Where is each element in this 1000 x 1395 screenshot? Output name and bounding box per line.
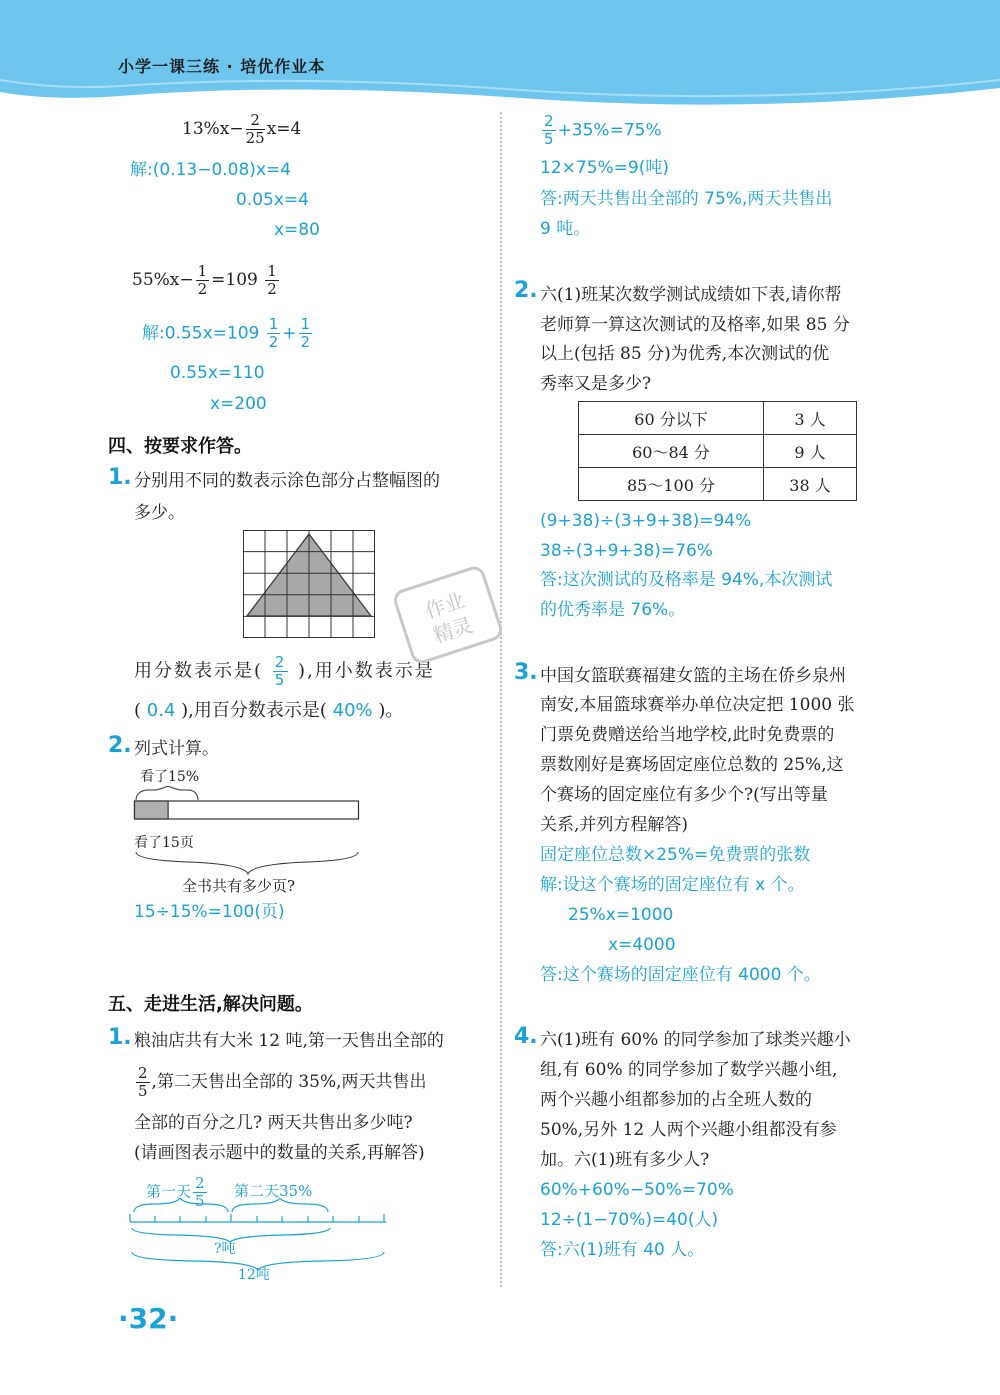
question-text: 六(1)班有 60% 的同学参加了球类兴趣小 — [540, 1030, 851, 1050]
diagram-label-total: 12吨 — [238, 1267, 270, 1283]
read-portion-bar — [135, 801, 169, 819]
question-text: 以上(包括 85 分)为优秀,本次测试的优 — [540, 344, 830, 364]
question-text: 票数刚好是赛场固定座位总数的 25%,这 — [540, 755, 844, 775]
solution-1-line-3: x=80 — [274, 220, 320, 240]
question-text: 关系,并列方程解答) — [540, 815, 689, 835]
solution-2-line-3: x=200 — [210, 394, 267, 414]
question-text: 秀率又是多少? — [540, 374, 652, 394]
answer-line-2: 12×75%=9(吨) — [540, 158, 669, 178]
equation-1: 13%x− $\frac{2}{25}$ x=4 — [182, 111, 302, 147]
answer-line-4: 9 吨。 — [540, 219, 591, 239]
question-text: 50%,另外 12 人两个兴趣小组都没有参 — [540, 1120, 837, 1140]
question-number: 1. — [108, 465, 132, 490]
fill-blank-line-2: ( 0.4 ),用百分数表示是( 40% )。 — [134, 700, 404, 721]
question-number: 3. — [514, 660, 538, 685]
question-text: 门票免费赠送给当地学校,此时免费票的 — [540, 725, 835, 745]
question-text: 个赛场的固定座位有多少个?(写出等量 — [540, 785, 828, 805]
table-cell: 9 人 — [764, 435, 857, 468]
answer-line-3: 答:两天共售出全部的 75%,两天共售出 — [540, 189, 833, 209]
question-text: 中国女篮联赛福建女篮的主场在侨乡泉州 — [540, 666, 846, 686]
diagram-label-day1: 第一天 $\frac{2}{5}$ — [146, 1174, 205, 1210]
table-row — [579, 468, 857, 501]
question-number: 4. — [514, 1024, 538, 1049]
answer: 15÷15%=100(页) — [134, 902, 285, 922]
question-text: 多少。 — [134, 503, 185, 523]
bar-label-bottom: 看了15页 — [134, 835, 194, 851]
watermark-stamp-line-2: 精灵 — [430, 612, 476, 648]
equation-2: 55%x− $\frac{1}{2}$ =109 $\frac{1}{2}$ — [132, 262, 277, 298]
question-text: 分别用不同的数表示涂色部分占整幅图的 — [134, 471, 440, 491]
question-text: 加。六(1)班有多少人? — [540, 1150, 710, 1170]
answer-line: 12÷(1−70%)=40(人) — [540, 1210, 719, 1230]
answer-line: 解:设这个赛场的固定座位有 x 个。 — [540, 875, 805, 895]
solution-1-line-1: 解:(0.13−0.08)x=4 — [130, 160, 292, 180]
table-cell: 38 人 — [764, 468, 857, 501]
question-text: 粮油店共有大米 12 吨,第一天售出全部的 — [134, 1031, 444, 1051]
solution-2-line-1: 解:0.55x=109 $\frac{1}{2}$ + $\frac{1}{2}$ — [142, 315, 311, 351]
table-row — [579, 435, 857, 468]
table-row — [579, 402, 857, 435]
bar-label-top: 看了15% — [140, 769, 200, 785]
answer-line: 答:六(1)班有 40 人。 — [540, 1240, 705, 1260]
table-cell: 3 人 — [764, 402, 857, 435]
fill-blank-line-1: 用分数表示是( $\frac{2}{5}$ ),用小数表示是 — [134, 653, 435, 689]
page-number: ·32· — [118, 1302, 179, 1335]
table-cell: 85～100 分 — [579, 468, 764, 501]
answer-line: 25%x=1000 — [568, 905, 674, 925]
answer-line: 固定座位总数×25%=免费票的张数 — [540, 845, 811, 865]
question-text: (请画图表示题中的数量的关系,再解答) — [134, 1143, 425, 1163]
question-text: 南安,本届篮球赛举办单位决定把 1000 张 — [540, 695, 855, 715]
answer-line: 38÷(3+9+38)=76% — [540, 541, 713, 561]
header-title: 小学一课三练 · 培优作业本 — [118, 57, 326, 76]
answer-line: 答:这个赛场的固定座位有 4000 个。 — [540, 965, 821, 985]
bar-label-total: 全书共有多少页? — [182, 877, 296, 895]
question-number: 2. — [108, 733, 132, 758]
question-text: 全部的百分之几? 两天共售出多少吨? — [134, 1113, 413, 1133]
question-number: 2. — [514, 278, 538, 303]
diagram-label-unknown: ?吨 — [214, 1241, 236, 1257]
diagram-label-day2: 第二天35% — [234, 1182, 313, 1200]
question-text: 六(1)班某次数学测试成绩如下表,请你帮 — [540, 285, 842, 305]
question-text: $\frac{2}{5}$ ,第二天售出全部的 35%,两天共售出 — [138, 1064, 427, 1100]
question-text: 老师算一算这次测试的及格率,如果 85 分 — [540, 315, 850, 335]
question-text: 两个兴趣小组都参加的占全班人数的 — [540, 1090, 812, 1110]
section-4-title: 四、按要求作答。 — [108, 436, 252, 457]
solution-2-line-2: 0.55x=110 — [170, 363, 265, 383]
table-cell: 60～84 分 — [579, 435, 764, 468]
score-table — [578, 401, 857, 501]
table-cell: 60 分以下 — [579, 402, 764, 435]
answer-line: (9+38)÷(3+9+38)=94% — [540, 511, 752, 531]
answer-line-1: $\frac{2}{5}$ +35%=75% — [544, 112, 662, 148]
answer-line: 答:这次测试的及格率是 94%,本次测试 — [540, 570, 833, 590]
watermark-stamp-line-1: 作业 — [422, 587, 468, 624]
grid-triangle-figure — [243, 530, 375, 638]
solution-1-line-2: 0.05x=4 — [236, 190, 309, 210]
answer-line: 的优秀率是 76%。 — [540, 600, 686, 620]
question-text: 组,有 60% 的同学参加了数学兴趣小组, — [540, 1060, 838, 1080]
section-5-title: 五、走进生活,解决问题。 — [108, 994, 313, 1015]
question-number: 1. — [108, 1025, 132, 1050]
answer-line: 60%+60%−50%=70% — [540, 1180, 734, 1200]
watermark-stamp — [388, 560, 508, 670]
answer-line: x=4000 — [608, 935, 676, 955]
question-text: 列式计算。 — [134, 739, 219, 759]
column-divider — [500, 112, 502, 1287]
